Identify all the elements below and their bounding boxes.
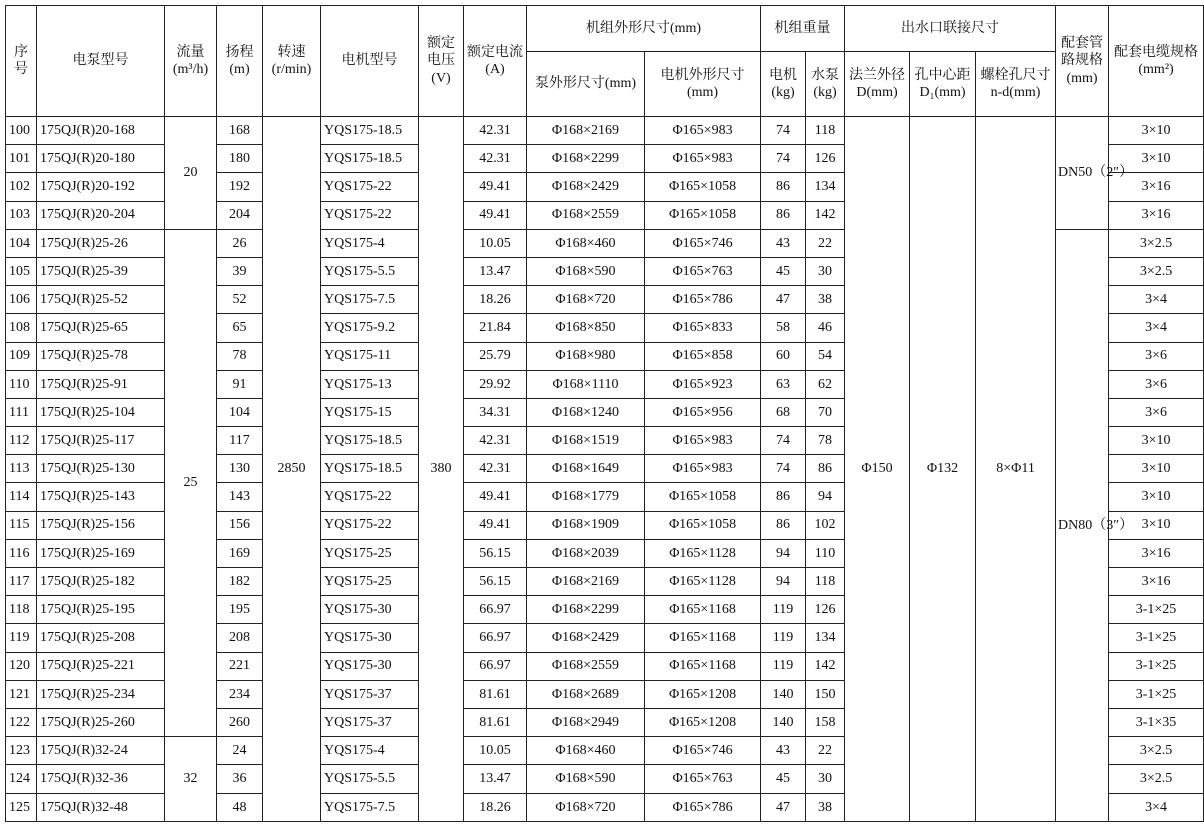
cell-cable: 3×10 <box>1109 455 1204 483</box>
header-cable: 配套电缆规格(mm²) <box>1109 6 1204 117</box>
cell-motor: YQS175-7.5 <box>321 793 419 822</box>
cell-seq: 119 <box>6 624 37 652</box>
cell-current: 34.31 <box>464 398 527 426</box>
cell-pump-dim: Φ168×2949 <box>527 708 645 736</box>
cell-seq: 116 <box>6 539 37 567</box>
cell-model: 175QJ(R)25-78 <box>37 342 165 370</box>
cell-head: 143 <box>217 483 263 511</box>
cell-motor-dim: Φ165×983 <box>645 427 761 455</box>
cell-pump-weight: 134 <box>806 173 845 201</box>
cell-motor-weight: 60 <box>761 342 806 370</box>
cell-pump-dim: Φ168×2039 <box>527 539 645 567</box>
cell-cable: 3-1×25 <box>1109 596 1204 624</box>
cell-model: 175QJ(R)25-117 <box>37 427 165 455</box>
cell-motor-dim: Φ165×1058 <box>645 511 761 539</box>
cell-motor-dim: Φ165×956 <box>645 398 761 426</box>
cell-seq: 124 <box>6 765 37 793</box>
cell-head: 26 <box>217 229 263 257</box>
header-voltage: 额定电压(V) <box>419 6 464 117</box>
cell-seq: 112 <box>6 427 37 455</box>
cell-seq: 109 <box>6 342 37 370</box>
cell-bolt: 8×Φ11 <box>976 117 1056 822</box>
header-motor: 电机型号 <box>321 6 419 117</box>
cell-cable: 3×16 <box>1109 568 1204 596</box>
cell-cable: 3×2.5 <box>1109 257 1204 285</box>
cell-motor-weight: 47 <box>761 286 806 314</box>
cell-seq: 123 <box>6 737 37 765</box>
cell-current: 66.97 <box>464 624 527 652</box>
cell-cable: 3×6 <box>1109 342 1204 370</box>
cell-motor: YQS175-18.5 <box>321 455 419 483</box>
cell-head: 130 <box>217 455 263 483</box>
cell-current: 66.97 <box>464 596 527 624</box>
cell-cable: 3×16 <box>1109 539 1204 567</box>
cell-pump-dim: Φ168×1779 <box>527 483 645 511</box>
cell-motor: YQS175-18.5 <box>321 427 419 455</box>
cell-cable: 3×16 <box>1109 173 1204 201</box>
cell-cable: 3×4 <box>1109 314 1204 342</box>
cell-pump-weight: 142 <box>806 201 845 229</box>
cell-pump-weight: 46 <box>806 314 845 342</box>
cell-motor-weight: 74 <box>761 145 806 173</box>
cell-motor-dim: Φ165×1058 <box>645 201 761 229</box>
cell-head: 24 <box>217 737 263 765</box>
cell-motor-weight: 43 <box>761 229 806 257</box>
cell-pump-weight: 30 <box>806 257 845 285</box>
cell-seq: 106 <box>6 286 37 314</box>
table-header <box>6 6 1204 117</box>
cell-current: 49.41 <box>464 511 527 539</box>
cell-motor-weight: 86 <box>761 511 806 539</box>
cell-flange: Φ150 <box>845 117 910 822</box>
cell-cable: 3-1×25 <box>1109 680 1204 708</box>
cell-pump-weight: 22 <box>806 229 845 257</box>
cell-cable: 3×2.5 <box>1109 229 1204 257</box>
cell-hole: Φ132 <box>910 117 976 822</box>
cell-cable: 3×2.5 <box>1109 737 1204 765</box>
cell-pump-dim: Φ168×1649 <box>527 455 645 483</box>
cell-head: 195 <box>217 596 263 624</box>
cell-model: 175QJ(R)25-91 <box>37 370 165 398</box>
cell-model: 175QJ(R)32-24 <box>37 737 165 765</box>
cell-current: 42.31 <box>464 427 527 455</box>
cell-current: 42.31 <box>464 145 527 173</box>
cell-pump-dim: Φ168×980 <box>527 342 645 370</box>
header-motor-weight: 电机(kg) <box>761 52 806 117</box>
cell-pump-weight: 118 <box>806 117 845 145</box>
cell-motor-weight: 68 <box>761 398 806 426</box>
header-model: 电泵型号 <box>37 6 165 117</box>
cell-motor-dim: Φ165×1058 <box>645 483 761 511</box>
cell-pump-dim: Φ168×1110 <box>527 370 645 398</box>
cell-pump-weight: 150 <box>806 680 845 708</box>
cell-motor-dim: Φ165×833 <box>645 314 761 342</box>
cell-motor-dim: Φ165×1208 <box>645 680 761 708</box>
cell-model: 175QJ(R)25-221 <box>37 652 165 680</box>
cell-cable: 3×10 <box>1109 483 1204 511</box>
cell-seq: 115 <box>6 511 37 539</box>
cell-pump-dim: Φ168×720 <box>527 286 645 314</box>
cell-seq: 125 <box>6 793 37 822</box>
cell-pump-weight: 142 <box>806 652 845 680</box>
cell-pump-weight: 126 <box>806 596 845 624</box>
cell-pipe: DN50（2″） <box>1056 117 1109 230</box>
cell-pump-dim: Φ168×2429 <box>527 624 645 652</box>
cell-model: 175QJ(R)25-169 <box>37 539 165 567</box>
cell-motor-dim: Φ165×1168 <box>645 596 761 624</box>
cell-motor-dim: Φ165×983 <box>645 117 761 145</box>
cell-pump-weight: 118 <box>806 568 845 596</box>
cell-motor-weight: 94 <box>761 539 806 567</box>
cell-motor: YQS175-5.5 <box>321 257 419 285</box>
cell-motor: YQS175-13 <box>321 370 419 398</box>
cell-cable: 3×10 <box>1109 511 1204 539</box>
cell-head: 65 <box>217 314 263 342</box>
cell-motor: YQS175-4 <box>321 229 419 257</box>
cell-flow: 32 <box>165 737 217 822</box>
cell-motor: YQS175-9.2 <box>321 314 419 342</box>
cell-motor-weight: 74 <box>761 455 806 483</box>
cell-current: 10.05 <box>464 229 527 257</box>
cell-flow: 25 <box>165 229 217 736</box>
cell-model: 175QJ(R)25-143 <box>37 483 165 511</box>
cell-seq: 108 <box>6 314 37 342</box>
cell-motor-weight: 140 <box>761 680 806 708</box>
cell-current: 66.97 <box>464 652 527 680</box>
cell-motor-weight: 63 <box>761 370 806 398</box>
cell-model: 175QJ(R)25-65 <box>37 314 165 342</box>
cell-motor-dim: Φ165×923 <box>645 370 761 398</box>
pump-spec-table <box>5 5 1204 822</box>
cell-motor: YQS175-30 <box>321 624 419 652</box>
cell-motor-dim: Φ165×1128 <box>645 539 761 567</box>
header-current: 额定电流(A) <box>464 6 527 117</box>
cell-seq: 117 <box>6 568 37 596</box>
cell-voltage: 380 <box>419 117 464 822</box>
cell-model: 175QJ(R)32-48 <box>37 793 165 822</box>
cell-pump-weight: 158 <box>806 708 845 736</box>
cell-current: 29.92 <box>464 370 527 398</box>
cell-motor-weight: 58 <box>761 314 806 342</box>
table-body <box>6 117 1204 822</box>
cell-cable: 3-1×25 <box>1109 652 1204 680</box>
cell-head: 156 <box>217 511 263 539</box>
cell-model: 175QJ(R)25-260 <box>37 708 165 736</box>
header-flow: 流量(m³/h) <box>165 6 217 117</box>
cell-seq: 122 <box>6 708 37 736</box>
cell-motor-weight: 140 <box>761 708 806 736</box>
cell-current: 18.26 <box>464 793 527 822</box>
cell-pump-weight: 126 <box>806 145 845 173</box>
cell-motor-dim: Φ165×746 <box>645 737 761 765</box>
cell-head: 180 <box>217 145 263 173</box>
cell-motor: YQS175-11 <box>321 342 419 370</box>
cell-pump-dim: Φ168×590 <box>527 765 645 793</box>
cell-motor: YQS175-37 <box>321 708 419 736</box>
cell-pump-weight: 78 <box>806 427 845 455</box>
cell-head: 221 <box>217 652 263 680</box>
cell-model: 175QJ(R)32-36 <box>37 765 165 793</box>
cell-pump-dim: Φ168×720 <box>527 793 645 822</box>
cell-pump-dim: Φ168×2169 <box>527 117 645 145</box>
cell-pump-dim: Φ168×1519 <box>527 427 645 455</box>
cell-model: 175QJ(R)20-204 <box>37 201 165 229</box>
cell-motor: YQS175-30 <box>321 596 419 624</box>
cell-model: 175QJ(R)25-208 <box>37 624 165 652</box>
cell-motor: YQS175-18.5 <box>321 145 419 173</box>
cell-cable: 3-1×35 <box>1109 708 1204 736</box>
cell-model: 175QJ(R)25-104 <box>37 398 165 426</box>
cell-seq: 102 <box>6 173 37 201</box>
cell-head: 182 <box>217 568 263 596</box>
cell-pump-dim: Φ168×2559 <box>527 652 645 680</box>
cell-motor-weight: 45 <box>761 765 806 793</box>
header-seq: 序号 <box>6 6 37 117</box>
cell-seq: 113 <box>6 455 37 483</box>
header-hole: 孔中心距 D₁(mm) <box>910 52 976 117</box>
table-row <box>6 117 1204 145</box>
cell-model: 175QJ(R)25-195 <box>37 596 165 624</box>
cell-motor-weight: 86 <box>761 483 806 511</box>
cell-head: 36 <box>217 765 263 793</box>
cell-model: 175QJ(R)25-26 <box>37 229 165 257</box>
header-pump-dim: 泵外形尺寸(mm) <box>527 52 645 117</box>
cell-motor-dim: Φ165×763 <box>645 765 761 793</box>
cell-motor: YQS175-22 <box>321 201 419 229</box>
header-speed: 转速(r/min) <box>263 6 321 117</box>
cell-flow: 20 <box>165 117 217 230</box>
cell-motor: YQS175-37 <box>321 680 419 708</box>
cell-head: 104 <box>217 398 263 426</box>
cell-cable: 3×6 <box>1109 370 1204 398</box>
cell-seq: 111 <box>6 398 37 426</box>
cell-pump-dim: Φ168×2169 <box>527 568 645 596</box>
cell-seq: 101 <box>6 145 37 173</box>
cell-current: 42.31 <box>464 455 527 483</box>
cell-head: 204 <box>217 201 263 229</box>
cell-model: 175QJ(R)25-234 <box>37 680 165 708</box>
cell-pump-weight: 134 <box>806 624 845 652</box>
cell-cable: 3×10 <box>1109 117 1204 145</box>
cell-motor-weight: 94 <box>761 568 806 596</box>
cell-pipe: DN80（3″） <box>1056 229 1109 821</box>
cell-motor-dim: Φ165×786 <box>645 793 761 822</box>
header-pump-weight: 水泵(kg) <box>806 52 845 117</box>
cell-motor-dim: Φ165×1128 <box>645 568 761 596</box>
cell-seq: 100 <box>6 117 37 145</box>
header-dims-group: 机组外形尺寸(mm) <box>527 6 761 52</box>
header-motor-dim: 电机外形尺寸(mm) <box>645 52 761 117</box>
cell-motor-dim: Φ165×1168 <box>645 624 761 652</box>
cell-current: 10.05 <box>464 737 527 765</box>
cell-motor: YQS175-22 <box>321 173 419 201</box>
cell-head: 260 <box>217 708 263 736</box>
cell-cable: 3×6 <box>1109 398 1204 426</box>
header-pipe: 配套管路规格(mm) <box>1056 6 1109 117</box>
cell-current: 49.41 <box>464 173 527 201</box>
header-flange: 法兰外径 D(mm) <box>845 52 910 117</box>
cell-pump-dim: Φ168×590 <box>527 257 645 285</box>
cell-model: 175QJ(R)25-182 <box>37 568 165 596</box>
cell-pump-dim: Φ168×460 <box>527 737 645 765</box>
cell-head: 169 <box>217 539 263 567</box>
cell-motor-dim: Φ165×746 <box>645 229 761 257</box>
cell-seq: 105 <box>6 257 37 285</box>
cell-current: 81.61 <box>464 680 527 708</box>
cell-current: 56.15 <box>464 568 527 596</box>
cell-head: 208 <box>217 624 263 652</box>
cell-seq: 110 <box>6 370 37 398</box>
cell-motor: YQS175-22 <box>321 511 419 539</box>
cell-pump-weight: 94 <box>806 483 845 511</box>
cell-motor: YQS175-22 <box>321 483 419 511</box>
cell-current: 81.61 <box>464 708 527 736</box>
cell-speed: 2850 <box>263 117 321 822</box>
cell-motor-weight: 43 <box>761 737 806 765</box>
cell-head: 78 <box>217 342 263 370</box>
cell-model: 175QJ(R)25-130 <box>37 455 165 483</box>
cell-pump-weight: 70 <box>806 398 845 426</box>
cell-pump-dim: Φ168×2299 <box>527 596 645 624</box>
cell-pump-weight: 54 <box>806 342 845 370</box>
cell-motor-dim: Φ165×983 <box>645 455 761 483</box>
cell-pump-dim: Φ168×2689 <box>527 680 645 708</box>
cell-pump-dim: Φ168×1909 <box>527 511 645 539</box>
cell-motor: YQS175-15 <box>321 398 419 426</box>
cell-current: 21.84 <box>464 314 527 342</box>
header-weight-group: 机组重量 <box>761 6 845 52</box>
cell-motor: YQS175-5.5 <box>321 765 419 793</box>
cell-seq: 114 <box>6 483 37 511</box>
cell-motor: YQS175-25 <box>321 568 419 596</box>
cell-current: 13.47 <box>464 257 527 285</box>
cell-motor-weight: 86 <box>761 201 806 229</box>
cell-motor-weight: 74 <box>761 427 806 455</box>
cell-pump-weight: 38 <box>806 286 845 314</box>
header-outlet-group: 出水口联接尺寸 <box>845 6 1056 52</box>
cell-motor-dim: Φ165×1208 <box>645 708 761 736</box>
cell-motor-weight: 119 <box>761 652 806 680</box>
cell-pump-weight: 110 <box>806 539 845 567</box>
cell-motor-dim: Φ165×858 <box>645 342 761 370</box>
cell-motor-weight: 86 <box>761 173 806 201</box>
cell-motor-dim: Φ165×786 <box>645 286 761 314</box>
cell-pump-dim: Φ168×2299 <box>527 145 645 173</box>
cell-seq: 120 <box>6 652 37 680</box>
cell-seq: 118 <box>6 596 37 624</box>
cell-pump-weight: 22 <box>806 737 845 765</box>
cell-head: 192 <box>217 173 263 201</box>
cell-cable: 3×16 <box>1109 201 1204 229</box>
cell-pump-weight: 30 <box>806 765 845 793</box>
cell-pump-dim: Φ168×1240 <box>527 398 645 426</box>
cell-cable: 3×10 <box>1109 427 1204 455</box>
cell-pump-weight: 86 <box>806 455 845 483</box>
cell-cable: 3×4 <box>1109 793 1204 822</box>
cell-model: 175QJ(R)25-52 <box>37 286 165 314</box>
header-bolt: 螺栓孔尺寸 n-d(mm) <box>976 52 1056 117</box>
cell-head: 117 <box>217 427 263 455</box>
cell-pump-weight: 62 <box>806 370 845 398</box>
cell-model: 175QJ(R)25-39 <box>37 257 165 285</box>
cell-cable: 3-1×25 <box>1109 624 1204 652</box>
cell-model: 175QJ(R)20-180 <box>37 145 165 173</box>
cell-current: 56.15 <box>464 539 527 567</box>
cell-head: 52 <box>217 286 263 314</box>
cell-motor: YQS175-18.5 <box>321 117 419 145</box>
cell-motor-weight: 119 <box>761 596 806 624</box>
cell-motor-dim: Φ165×763 <box>645 257 761 285</box>
cell-motor-weight: 47 <box>761 793 806 822</box>
cell-motor-weight: 74 <box>761 117 806 145</box>
cell-head: 168 <box>217 117 263 145</box>
cell-head: 234 <box>217 680 263 708</box>
cell-cable: 3×10 <box>1109 145 1204 173</box>
cell-motor: YQS175-4 <box>321 737 419 765</box>
cell-head: 39 <box>217 257 263 285</box>
cell-model: 175QJ(R)25-156 <box>37 511 165 539</box>
cell-motor: YQS175-7.5 <box>321 286 419 314</box>
cell-motor-weight: 119 <box>761 624 806 652</box>
cell-pump-dim: Φ168×2429 <box>527 173 645 201</box>
header-head: 扬程(m) <box>217 6 263 117</box>
cell-seq: 103 <box>6 201 37 229</box>
cell-model: 175QJ(R)20-168 <box>37 117 165 145</box>
cell-pump-weight: 38 <box>806 793 845 822</box>
cell-motor: YQS175-25 <box>321 539 419 567</box>
cell-current: 49.41 <box>464 483 527 511</box>
cell-current: 25.79 <box>464 342 527 370</box>
cell-head: 48 <box>217 793 263 822</box>
cell-cable: 3×2.5 <box>1109 765 1204 793</box>
cell-seq: 121 <box>6 680 37 708</box>
cell-current: 13.47 <box>464 765 527 793</box>
cell-current: 42.31 <box>464 117 527 145</box>
cell-motor: YQS175-30 <box>321 652 419 680</box>
cell-pump-dim: Φ168×460 <box>527 229 645 257</box>
cell-current: 49.41 <box>464 201 527 229</box>
cell-motor-weight: 45 <box>761 257 806 285</box>
cell-pump-dim: Φ168×2559 <box>527 201 645 229</box>
cell-model: 175QJ(R)20-192 <box>37 173 165 201</box>
cell-seq: 104 <box>6 229 37 257</box>
cell-current: 18.26 <box>464 286 527 314</box>
cell-head: 91 <box>217 370 263 398</box>
cell-pump-dim: Φ168×850 <box>527 314 645 342</box>
cell-motor-dim: Φ165×1168 <box>645 652 761 680</box>
cell-motor-dim: Φ165×1058 <box>645 173 761 201</box>
cell-cable: 3×4 <box>1109 286 1204 314</box>
cell-motor-dim: Φ165×983 <box>645 145 761 173</box>
cell-pump-weight: 102 <box>806 511 845 539</box>
